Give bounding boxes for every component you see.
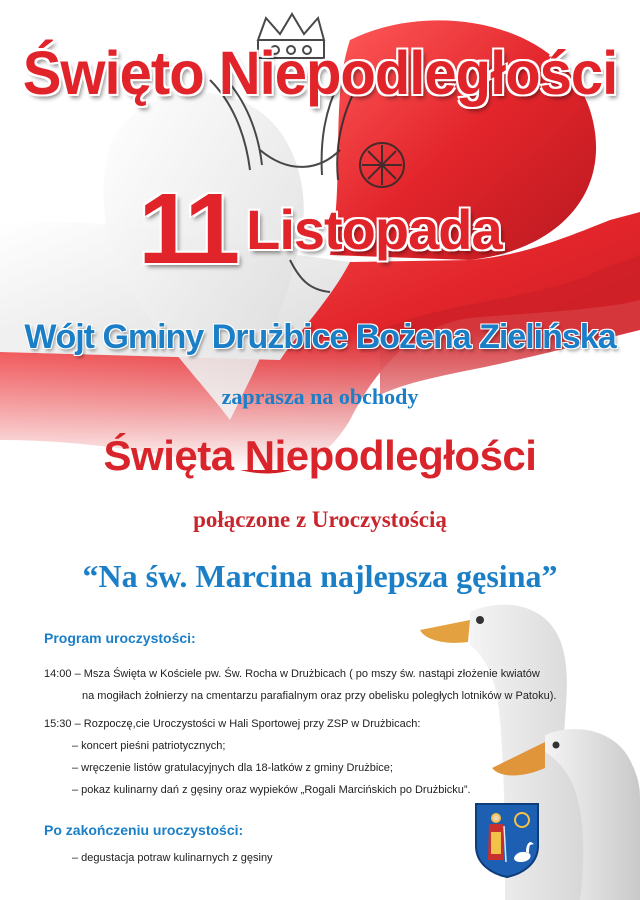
host-line: Wójt Gminy Drużbice Bożena Zielińska [24,318,616,356]
program-item: – pokaz kulinarny dań z gęsiny oraz wypieków „Rogali Marcińskich po Drużbicku”. [72,784,471,796]
date-day: 11 [138,173,237,285]
after-item: – degustacja potraw kulinarnych z gęsiny [72,852,273,864]
after-heading: Po zakończeniu uroczystości: [44,822,244,838]
program-heading: Program uroczystości: [44,630,196,646]
poster-title: Święto Niepodległości [22,39,618,108]
program-item: – koncert pieśni patriotycznych; [72,740,226,752]
date-month: Listopada [246,198,502,261]
motto: “Na św. Marcina najlepsza gęsina” [82,558,558,594]
invite-line: zaprasza na obchody [221,384,419,409]
holiday-heading: Święta Niepodległości [103,432,537,479]
program-item: 15:30 – Rozpoczę,cie Uroczystości w Hali Sportowej przy ZSP w Drużbicach: [44,718,421,730]
program-item: na mogiłach żołnierzy na cmentarzu parafialnym oraz przy obelisku poległych lotników w Patoku). [82,690,557,702]
combined-line: połączone z Uroczystością [193,507,447,532]
municipal-coat-of-arms [474,802,540,878]
program-item: 14:00 – Msza Święta w Kościele pw. Św. Rocha w Drużbicach ( po mszy św. nastąpi złożenie kwiatów [44,668,540,680]
program-item: – wręczenie listów gratulacyjnych dla 18-latków z gminy Drużbice; [72,762,393,774]
